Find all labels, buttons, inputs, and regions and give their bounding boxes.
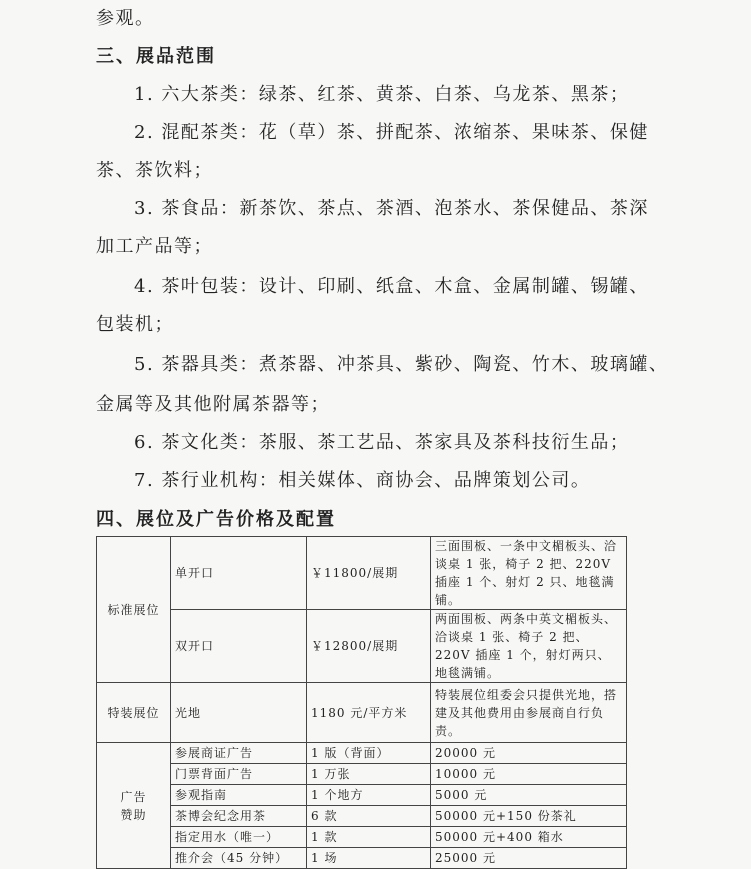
booth-type-cell: 单开口 [171, 537, 307, 610]
booth-desc-cell: 三面围板、一条中文楣板头、洽谈桌 1 张，椅子 2 把、220V 插座 1 个、射灯 2 只、地毯满铺。 [431, 537, 627, 610]
ad-item-cell: 门票背面广告 [171, 764, 307, 785]
table-row [97, 806, 627, 827]
list-item-7: 7. 茶行业机构：相关媒体、商协会、品牌策划公司。 [134, 470, 591, 491]
ad-price-cell: 50000 元+400 箱水 [431, 827, 627, 848]
booth-desc-cell: 两面围板、两条中英文楣板头、洽谈桌 1 张、椅子 2 把、220V 插座 1 个，射灯两只、地毯满铺。 [431, 610, 627, 683]
table-row [97, 764, 627, 785]
table-row [97, 785, 627, 806]
table-row [97, 537, 627, 610]
ad-qty-cell: 6 款 [307, 806, 431, 827]
list-item-5-cont: 金属等及其他附属茶器等； [96, 394, 330, 415]
ad-item-cell: 指定用水（唯一） [171, 827, 307, 848]
standard-booth-label: 标准展位 [97, 537, 171, 683]
ad-sponsor-label [97, 743, 171, 869]
list-item-2: 2. 混配茶类：花（草）茶、拼配茶、浓缩茶、果味茶、保健 [134, 122, 649, 143]
ad-qty-cell: 1 场 [307, 848, 431, 869]
section-3-heading: 三、展品范围 [96, 46, 216, 67]
ad-price-cell: 50000 元+150 份茶礼 [431, 806, 627, 827]
booth-type-cell: 光地 [171, 683, 307, 743]
ad-item-cell: 参展商证广告 [171, 743, 307, 764]
list-item-2-cont: 茶、茶饮料； [96, 160, 213, 181]
ad-qty-cell: 1 款 [307, 827, 431, 848]
table-row [97, 743, 627, 764]
special-booth-label: 特装展位 [97, 683, 171, 743]
booth-desc-cell: 特装展位组委会只提供光地，搭建及其他费用由参展商自行负责。 [431, 683, 627, 743]
ad-sponsor-label-line-2: 赞助 [120, 807, 147, 822]
ad-sponsor-label-line-1: 广告 [120, 789, 147, 804]
table-row [97, 683, 627, 743]
ad-item-cell: 推介会（45 分钟） [171, 848, 307, 869]
table-row [97, 610, 627, 683]
ad-price-cell: 25000 元 [431, 848, 627, 869]
ad-qty-cell: 1 个地方 [307, 785, 431, 806]
ad-price-cell: 10000 元 [431, 764, 627, 785]
booth-price-cell: ￥12800/展期 [307, 610, 431, 683]
booth-price-cell: ￥11800/展期 [307, 537, 431, 610]
text-line-top: 参观。 [96, 8, 155, 29]
booth-type-cell: 双开口 [171, 610, 307, 683]
price-table [96, 536, 627, 869]
section-4-heading: 四、展位及广告价格及配置 [96, 509, 336, 530]
list-item-1: 1. 六大茶类：绿茶、红茶、黄茶、白茶、乌龙茶、黑茶； [134, 84, 630, 105]
list-item-5: 5. 茶器具类：煮茶器、冲茶具、紫砂、陶瓷、竹木、玻璃罐、 [134, 354, 669, 375]
booth-price-cell: 1180 元/平方米 [307, 683, 431, 743]
ad-price-cell: 20000 元 [431, 743, 627, 764]
list-item-4: 4. 茶叶包装：设计、印刷、纸盒、木盒、金属制罐、锡罐、 [134, 276, 649, 297]
ad-price-cell: 5000 元 [431, 785, 627, 806]
table-row [97, 848, 627, 869]
ad-item-cell: 茶博会纪念用茶 [171, 806, 307, 827]
ad-qty-cell: 1 版（背面） [307, 743, 431, 764]
list-item-6: 6. 茶文化类：茶服、茶工艺品、茶家具及茶科技衍生品； [134, 432, 630, 453]
list-item-3-cont: 加工产品等； [96, 236, 213, 257]
table-row [97, 827, 627, 848]
list-item-4-cont: 包装机； [96, 314, 174, 335]
ad-item-cell: 参观指南 [171, 785, 307, 806]
ad-qty-cell: 1 万张 [307, 764, 431, 785]
list-item-3: 3. 茶食品：新茶饮、茶点、茶酒、泡茶水、茶保健品、茶深 [134, 198, 649, 219]
